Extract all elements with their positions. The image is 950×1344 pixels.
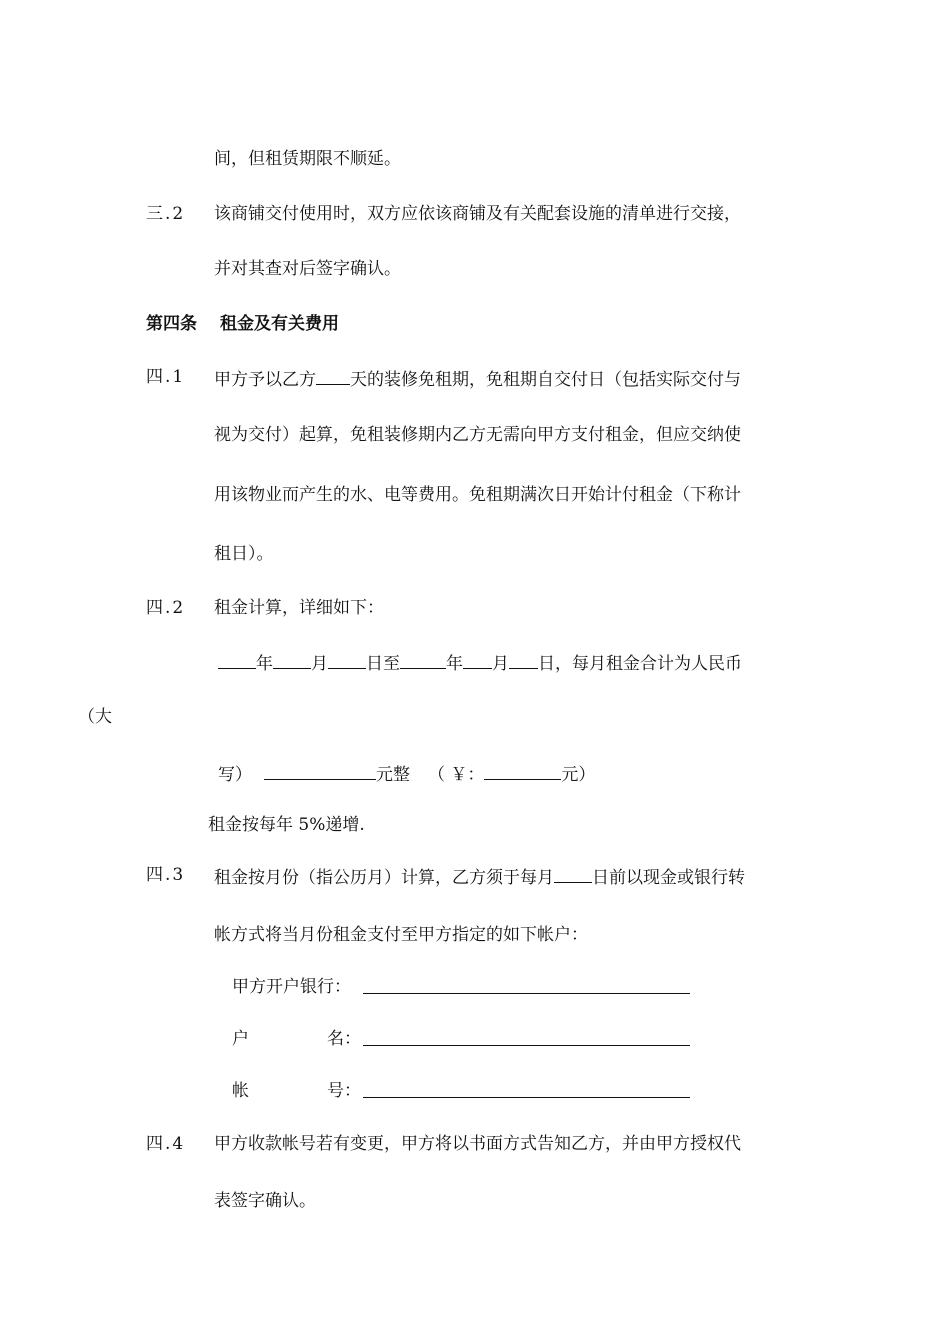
paragraph-line: 并对其查对后签字确认。 <box>214 259 401 279</box>
paragraph-line <box>214 864 745 889</box>
clause-number-4-2: 四.2 <box>146 598 186 618</box>
fill-in-blank <box>273 650 311 669</box>
fill-in-blank <box>463 650 492 669</box>
paragraph-line: 甲方收款帐号若有变更，甲方将以书面方式告知乙方，并由甲方授权代 <box>214 1134 741 1154</box>
paragraph-line: 表签字确认。 <box>214 1191 316 1211</box>
amount-line <box>218 761 595 786</box>
paragraph-line: 间，但租赁期限不顺延。 <box>214 149 401 169</box>
account-name-label-part1: 户 <box>232 1029 249 1049</box>
date-range-line <box>218 650 742 675</box>
account-name-label-part2: 名： <box>327 1029 361 1049</box>
account-number-label-part1: 帐 <box>232 1081 249 1101</box>
fill-in-blank <box>264 761 376 780</box>
text-segment: 年 <box>446 654 463 674</box>
fill-in-blank <box>554 864 592 883</box>
bank-field-label: 甲方开户银行： <box>232 977 351 997</box>
text-segment: 元整 <box>376 765 410 785</box>
account-name-fill-line <box>363 1045 690 1046</box>
fill-in-blank <box>218 650 256 669</box>
clause-number-4-4: 四.4 <box>146 1134 186 1154</box>
paragraph-line: 视为交付）起算，免租装修期内乙方无需向甲方支付租金，但应交纳使 <box>214 425 741 445</box>
text-segment: （ ￥： <box>428 765 485 785</box>
paragraph-line: 租金计算，详细如下： <box>214 598 384 618</box>
article-title: 租金及有关费用 <box>220 314 339 334</box>
account-number-fill-line <box>363 1097 690 1098</box>
paragraph-line: 租日）。 <box>214 544 274 564</box>
text-segment: 天的装修免租期，免租期自交付日（包括实际交付与 <box>350 370 741 390</box>
clause-number-4-3: 四.3 <box>146 865 186 885</box>
paragraph-line: 帐方式将当月份租金支付至甲方指定的如下帐户： <box>214 925 588 945</box>
text-segment: 甲方予以乙方 <box>214 370 316 390</box>
text-segment: 月 <box>492 654 509 674</box>
paragraph-line: （大 <box>78 707 112 727</box>
clause-number-3-2: 三.2 <box>146 204 186 224</box>
text-segment: 日，每月租金合计为人民币 <box>538 654 742 674</box>
paragraph-line: 用该物业而产生的水、电等费用。免租期满次日开始计付租金（下称计 <box>214 485 741 505</box>
paragraph-line: 该商铺交付使用时，双方应依该商铺及有关配套设施的清单进行交接， <box>214 204 741 224</box>
text-segment: 日至 <box>366 654 400 674</box>
text-segment: 月 <box>311 654 328 674</box>
bank-fill-line <box>363 993 690 994</box>
article-number: 第四条 <box>146 314 197 334</box>
clause-number-4-1: 四.1 <box>146 367 186 387</box>
fill-in-blank <box>484 761 561 780</box>
text-segment: 年 <box>256 654 273 674</box>
fill-in-blank <box>328 650 366 669</box>
paragraph-line: 租金按每年 5%递增. <box>208 815 365 835</box>
text-segment: 元） <box>561 765 596 785</box>
text-segment: 写） <box>218 765 252 785</box>
text-segment: 日前以现金或银行转 <box>592 868 745 888</box>
text-segment: 租金按月份（指公历月）计算，乙方须于每月 <box>214 868 554 888</box>
fill-in-blank <box>316 366 350 385</box>
fill-in-blank <box>400 650 446 669</box>
paragraph-line <box>214 366 741 391</box>
account-number-label-part2: 号： <box>327 1081 361 1101</box>
fill-in-blank <box>509 650 538 669</box>
